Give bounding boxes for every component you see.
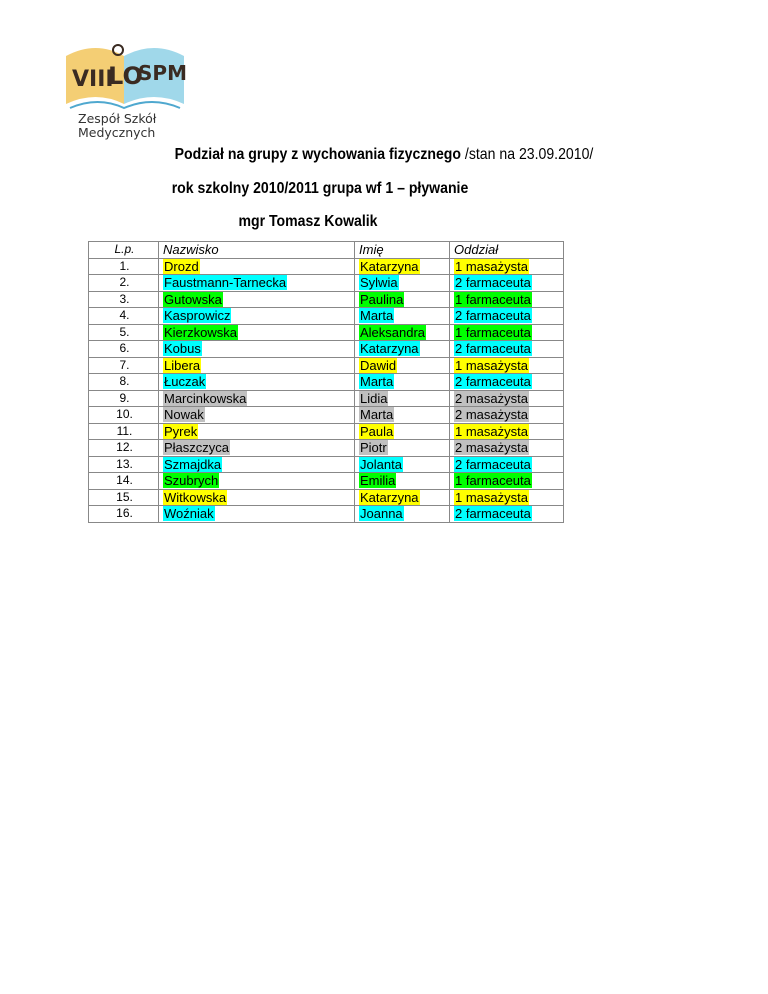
cell-class-text: 1 masażysta	[455, 357, 528, 373]
cell-lp-text: 11.	[116, 423, 133, 438]
cell-class-text: 1 farmaceuta	[455, 324, 531, 340]
cell-lp-text: 13.	[116, 456, 133, 471]
cell-firstname-text: Marta	[360, 308, 394, 324]
title-bold: Podział na grupy z wychowania fizycznego	[174, 146, 462, 163]
cell-firstname	[355, 440, 450, 457]
table-row	[89, 473, 564, 490]
table-row	[89, 390, 564, 407]
col-firstname-header: Imię	[355, 242, 450, 259]
cell-lp	[89, 456, 159, 473]
table-row	[89, 407, 564, 424]
group-table	[88, 241, 564, 523]
logo-book-icon	[56, 34, 196, 114]
cell-firstname-text: Piotr	[360, 440, 387, 456]
table-row	[89, 423, 564, 440]
cell-lp-text: 8.	[119, 374, 130, 389]
cell-class-text: 1 farmaceuta	[455, 473, 531, 489]
cell-lp-text: 14.	[116, 473, 133, 488]
cell-class	[450, 308, 564, 325]
cell-lp-text: 16.	[116, 506, 133, 521]
cell-firstname	[355, 324, 450, 341]
cell-firstname	[355, 341, 450, 358]
table-row	[89, 456, 564, 473]
cell-lp	[89, 423, 159, 440]
cell-class-text: 1 farmaceuta	[455, 291, 531, 307]
cell-firstname	[355, 308, 450, 325]
cell-surname-text: Marcinkowska	[164, 390, 247, 406]
cell-firstname-text: Katarzyna	[360, 258, 419, 274]
table-header-row	[89, 242, 564, 259]
title-date: /stan na 23.09.2010/	[464, 146, 594, 163]
table-row	[89, 374, 564, 391]
table-row	[89, 275, 564, 292]
cell-surname	[159, 341, 355, 358]
cell-class	[450, 258, 564, 275]
cell-lp	[89, 390, 159, 407]
cell-lp	[89, 407, 159, 424]
cell-surname	[159, 440, 355, 457]
cell-lp	[89, 357, 159, 374]
table-row	[89, 341, 564, 358]
cell-surname	[159, 357, 355, 374]
svg-text:LO: LO	[108, 62, 143, 90]
cell-surname-text: Szmajdka	[164, 456, 222, 472]
cell-lp-text: 1.	[119, 258, 130, 273]
cell-lp-text: 7.	[119, 357, 130, 372]
cell-class	[450, 324, 564, 341]
cell-lp-text: 5.	[119, 324, 130, 339]
table-row	[89, 489, 564, 506]
cell-firstname-text: Lidia	[360, 390, 388, 406]
cell-firstname-text: Jolanta	[360, 456, 402, 472]
cell-class-text: 2 masażysta	[455, 407, 528, 423]
cell-class	[450, 473, 564, 490]
cell-lp	[89, 308, 159, 325]
cell-lp-text: 10.	[116, 407, 133, 422]
cell-surname	[159, 324, 355, 341]
cell-lp	[89, 275, 159, 292]
cell-class-text: 2 masażysta	[455, 390, 528, 406]
cell-firstname-text: Dawid	[360, 357, 397, 373]
col-surname-header: Nazwisko	[159, 242, 355, 259]
cell-firstname	[355, 275, 450, 292]
cell-class-text: 1 masażysta	[455, 258, 528, 274]
cell-lp-text: 12.	[116, 440, 133, 455]
cell-surname	[159, 473, 355, 490]
svg-text:SPM: SPM	[138, 61, 187, 85]
col-lp-header: L.p.	[89, 242, 159, 259]
cell-firstname-text: Joanna	[360, 506, 403, 522]
cell-class	[450, 390, 564, 407]
cell-firstname-text: Aleksandra	[360, 324, 426, 340]
cell-firstname	[355, 258, 450, 275]
cell-class	[450, 291, 564, 308]
cell-lp	[89, 489, 159, 506]
cell-surname-text: Libera	[164, 357, 201, 373]
cell-class	[450, 357, 564, 374]
cell-lp-text: 15.	[116, 489, 133, 504]
cell-firstname	[355, 473, 450, 490]
table-row	[89, 291, 564, 308]
cell-surname	[159, 275, 355, 292]
cell-class	[450, 341, 564, 358]
logo-text-line2: Medycznych	[78, 125, 156, 140]
cell-lp-text: 9.	[119, 390, 130, 405]
cell-class	[450, 275, 564, 292]
cell-surname-text: Drozd	[164, 258, 199, 274]
cell-firstname-text: Sylwia	[360, 275, 398, 291]
cell-surname	[159, 308, 355, 325]
table-row	[89, 258, 564, 275]
cell-class-text: 2 farmaceuta	[455, 275, 531, 291]
cell-lp	[89, 341, 159, 358]
cell-lp	[89, 374, 159, 391]
cell-surname-text: Kierzkowska	[164, 324, 237, 340]
cell-class	[450, 440, 564, 457]
cell-surname-text: Gutowska	[164, 291, 222, 307]
cell-surname-text: Kobus	[164, 341, 201, 357]
document-subtitle: rok szkolny 2010/2011 grupa wf 1 – pływanie	[171, 180, 469, 197]
cell-surname	[159, 456, 355, 473]
cell-firstname-text: Paula	[360, 423, 394, 439]
cell-surname-text: Łuczak	[164, 374, 206, 390]
cell-surname-text: Płaszczyca	[164, 440, 230, 456]
school-logo	[56, 34, 196, 146]
cell-class	[450, 374, 564, 391]
cell-firstname	[355, 489, 450, 506]
table-row	[89, 506, 564, 523]
cell-class	[450, 489, 564, 506]
col-class-header: Oddział	[450, 242, 564, 259]
cell-firstname	[355, 390, 450, 407]
cell-surname-text: Pyrek	[164, 423, 198, 439]
logo-text-line1: Zespół Szkół	[78, 111, 157, 126]
cell-firstname	[355, 423, 450, 440]
cell-firstname-text: Marta	[360, 374, 394, 390]
cell-lp	[89, 440, 159, 457]
cell-lp-text: 2.	[119, 275, 130, 290]
cell-class-text: 2 farmaceuta	[455, 308, 531, 324]
table-row	[89, 308, 564, 325]
cell-lp	[89, 291, 159, 308]
cell-lp	[89, 473, 159, 490]
cell-firstname	[355, 374, 450, 391]
cell-lp-text: 6.	[119, 341, 130, 356]
cell-surname	[159, 489, 355, 506]
cell-class-text: 2 masażysta	[455, 440, 528, 456]
cell-class-text: 2 farmaceuta	[455, 374, 531, 390]
teacher-name: mgr Tomasz Kowalik	[238, 213, 378, 230]
cell-class	[450, 407, 564, 424]
cell-surname	[159, 423, 355, 440]
cell-surname-text: Nowak	[164, 407, 204, 423]
cell-surname-text: Witkowska	[164, 489, 227, 505]
cell-firstname	[355, 506, 450, 523]
table-row	[89, 324, 564, 341]
cell-surname-text: Woźniak	[164, 506, 214, 522]
cell-lp	[89, 506, 159, 523]
cell-surname	[159, 407, 355, 424]
cell-firstname-text: Marta	[360, 407, 394, 423]
cell-surname	[159, 291, 355, 308]
svg-text:VIII: VIII	[72, 67, 114, 92]
cell-class-text: 1 masażysta	[455, 423, 528, 439]
cell-firstname-text: Katarzyna	[360, 341, 419, 357]
cell-class	[450, 423, 564, 440]
cell-class-text: 2 farmaceuta	[455, 456, 531, 472]
cell-firstname	[355, 357, 450, 374]
cell-surname-text: Kasprowicz	[164, 308, 231, 324]
cell-surname	[159, 258, 355, 275]
cell-class	[450, 456, 564, 473]
cell-firstname-text: Paulina	[360, 291, 404, 307]
table-row	[89, 440, 564, 457]
cell-lp	[89, 258, 159, 275]
cell-surname-text: Szubrych	[164, 473, 219, 489]
cell-lp-text: 3.	[119, 291, 130, 306]
cell-class-text: 1 masażysta	[455, 489, 528, 505]
table-row	[89, 357, 564, 374]
cell-firstname	[355, 456, 450, 473]
cell-firstname-text: Katarzyna	[360, 489, 419, 505]
cell-lp-text: 4.	[119, 308, 130, 323]
cell-class-text: 2 farmaceuta	[455, 341, 531, 357]
cell-lp	[89, 324, 159, 341]
cell-surname	[159, 374, 355, 391]
document-title	[120, 146, 648, 164]
cell-firstname	[355, 291, 450, 308]
cell-surname-text: Faustmann-Tarnecka	[164, 275, 287, 291]
cell-surname	[159, 506, 355, 523]
cell-class	[450, 506, 564, 523]
cell-firstname	[355, 407, 450, 424]
cell-firstname-text: Emilia	[360, 473, 396, 489]
cell-class-text: 2 farmaceuta	[455, 506, 531, 522]
logo-caption	[78, 112, 198, 140]
cell-surname	[159, 390, 355, 407]
